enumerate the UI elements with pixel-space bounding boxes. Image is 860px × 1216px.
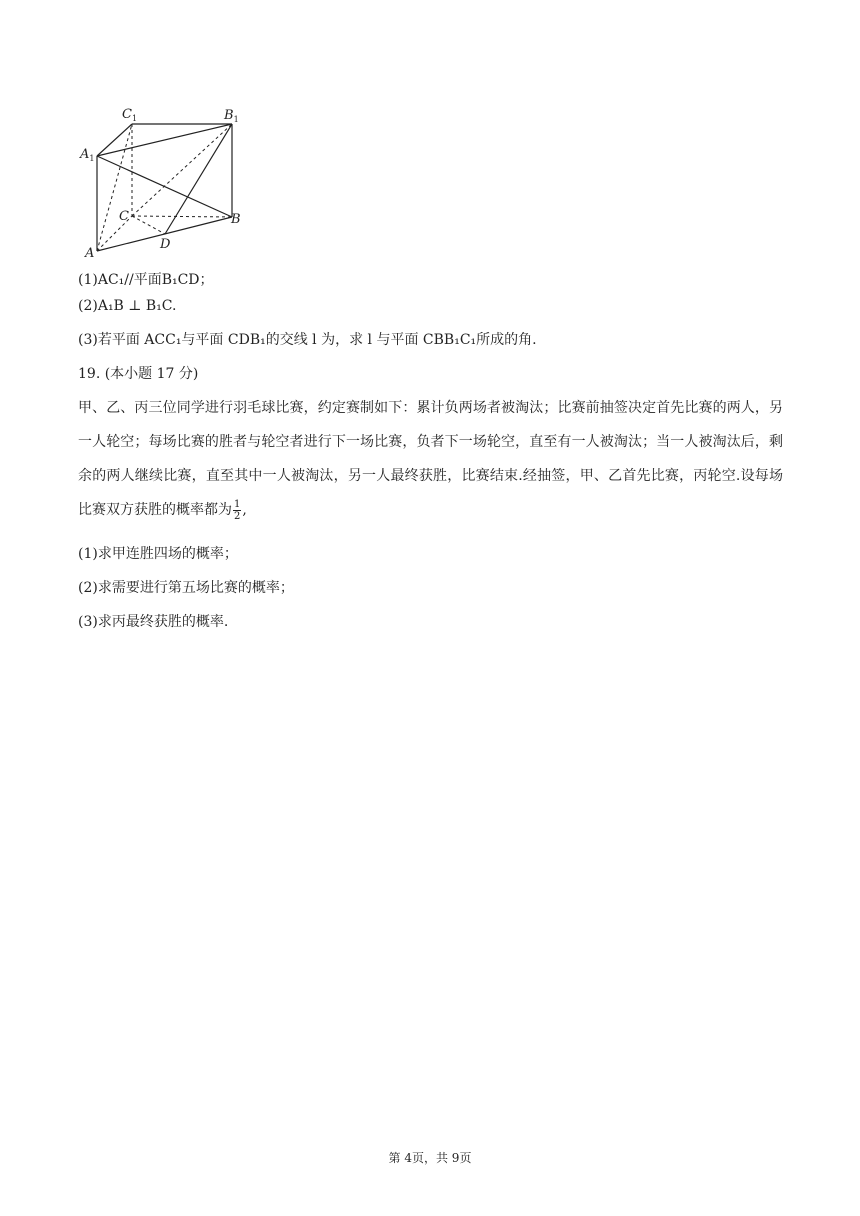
label-a: A bbox=[85, 246, 95, 260]
prism-figure bbox=[78, 100, 248, 260]
label-c: C bbox=[119, 209, 129, 224]
q19-sub3: (3)求丙最终获胜的概率. bbox=[78, 614, 229, 630]
label-a1: $A_1$ bbox=[80, 147, 95, 163]
q19-body-text: 甲、乙、丙三位同学进行羽毛球比赛，约定赛制如下：累计负两场者被淘汰；比赛前抽签决定首先比赛的两人，另一人轮空；每场比赛的胜者与轮空者进行下一场比赛，负者下一场轮空，直至有一人被淘汰；当一人被淘汰后，剩余的两人继续比赛，直至其中一人被淘汰，另一人最终获胜，比赛结束.经抽签，甲、乙首先比赛，丙轮空.设每场比赛双方获胜的概率都为 bbox=[78, 400, 783, 518]
q19-heading: 19. (本小题 17 分) bbox=[78, 366, 199, 382]
label-c1: $C_1$ bbox=[122, 107, 138, 123]
fraction-half: $\frac{1}{2}$ bbox=[234, 498, 241, 522]
q18-part2: (2)A₁B ⊥ B₁C. bbox=[78, 298, 177, 314]
q18-part1: (1)AC₁//平面B₁CD； bbox=[78, 272, 214, 288]
q18-part3: (3)若平面 ACC₁与平面 CDB₁的交线 l 为，求 l 与平面 CBB₁C₁所成的角. bbox=[78, 332, 537, 348]
q19-sub2: (2)求需要进行第五场比赛的概率； bbox=[78, 580, 294, 596]
triangular-prism-diagram bbox=[78, 100, 248, 260]
label-d: D bbox=[160, 237, 171, 252]
q19-sub1: (1)求甲连胜四场的概率； bbox=[78, 546, 238, 562]
page-footer: 第 4页，共 9页 bbox=[388, 1151, 472, 1165]
label-b: B bbox=[231, 212, 241, 227]
label-b1: $B_1$ bbox=[224, 108, 239, 124]
q19-body: 甲、乙、丙三位同学进行羽毛球比赛，约定赛制如下：累计负两场者被淘汰；比赛前抽签决定首先比赛的两人，另一人轮空；每场比赛的胜者与轮空者进行下一场比赛，负者下一场轮空，直至有一人被淘汰；当一人被淘汰后，剩余的两人继续比赛，直至其中一人被淘汰，另一人最终获胜，比赛结束.经抽签，甲、乙首先比赛，丙轮空.设每场比赛双方获胜的概率都为 $\frac{1}{2}$ , bbox=[78, 400, 783, 522]
